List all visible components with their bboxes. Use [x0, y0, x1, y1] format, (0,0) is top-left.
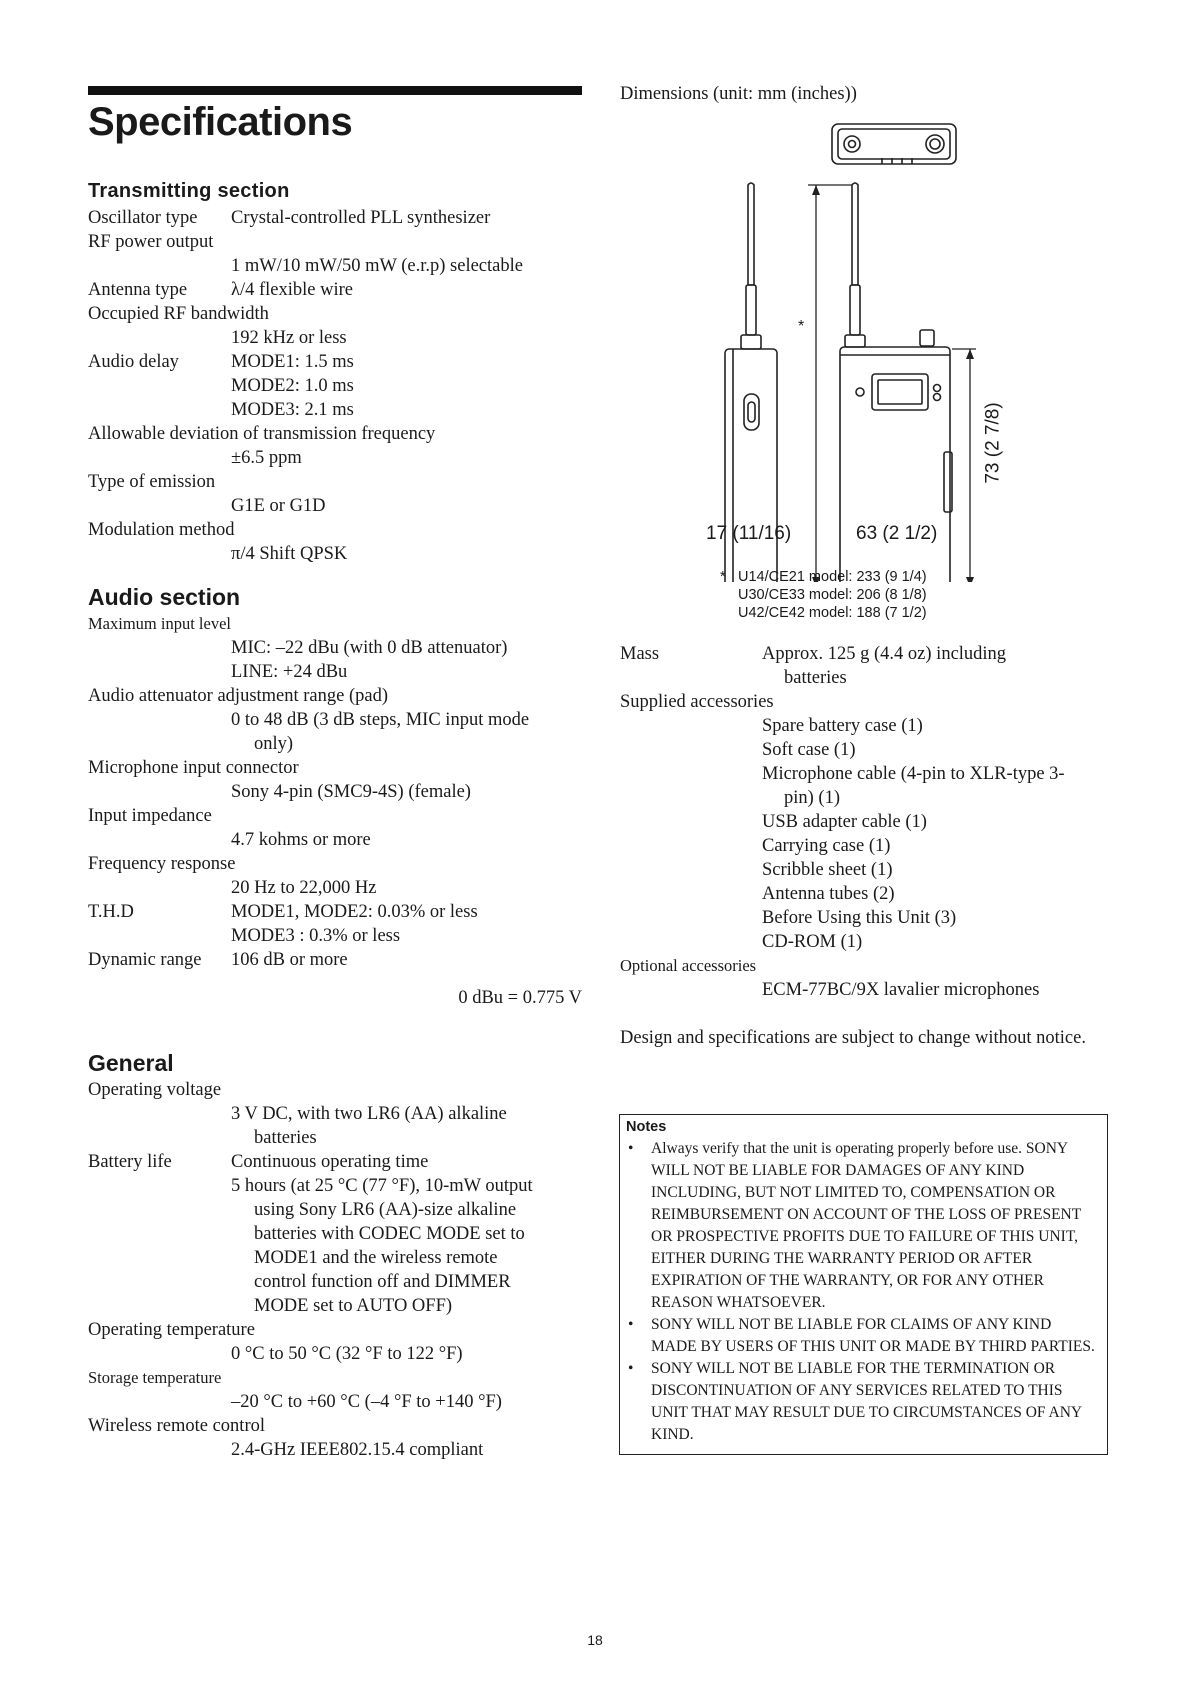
spec-label: Audio attenuator adjustment range (pad): [88, 686, 389, 706]
transmitting-specs: [88, 206, 582, 566]
spec-label: Modulation method: [88, 520, 235, 540]
spec-row-frequency: [88, 852, 582, 876]
dimension-drawing: [620, 112, 1110, 582]
spec-value: 106 dB or more: [231, 950, 348, 970]
spec-value: λ/4 flexible wire: [231, 280, 353, 300]
notes-title: Notes: [626, 1119, 667, 1135]
spec-value: 20 Hz to 22,000 Hz: [231, 878, 377, 898]
spec-label: Type of emission: [88, 472, 216, 492]
spec-row-optional: [620, 954, 1110, 978]
spec-value: G1E or G1D: [231, 496, 326, 516]
note-text: SONY WILL NOT BE LIABLE FOR CLAIMS OF ANY KIND MADE BY USERS OF THIS UNIT OR MADE BY THIRD PARTIES.: [651, 1316, 1095, 1355]
spec-row-thd: [88, 900, 582, 924]
accessory-item: Scribble sheet (1): [762, 860, 893, 880]
spec-row-storage-temp: [88, 1366, 582, 1390]
spec-label: Mass: [620, 644, 660, 664]
spec-row-battery-life: [88, 1150, 582, 1174]
spec-value: Continuous operating time: [231, 1152, 429, 1172]
spec-value: only): [254, 734, 294, 754]
bullet: •: [628, 1140, 634, 1157]
spec-value: LINE: +24 dBu: [231, 662, 348, 682]
model-note-text: U30/CE33 model: 206 (8 1/8): [738, 587, 927, 603]
height-dimension-label: 73 (2 7/8): [982, 402, 1004, 484]
spec-label: Supplied accessories: [620, 692, 774, 712]
title-rule: [88, 86, 582, 95]
model-note: [720, 604, 927, 622]
spec-row-op-temp: [88, 1318, 582, 1342]
spec-value: MODE1: 1.5 ms: [231, 352, 354, 372]
spec-row-wireless-remote: [88, 1414, 582, 1438]
spec-value: Sony 4-pin (SMC9-4S) (female): [231, 782, 471, 802]
page-title: Specifications: [88, 100, 353, 144]
spec-row-modulation: [88, 518, 582, 542]
notes-box: [619, 1114, 1108, 1455]
spec-row-occupied: [88, 302, 582, 326]
spec-value: Approx. 125 g (4.4 oz) including: [762, 644, 1007, 664]
spec-value: 4.7 kohms or more: [231, 830, 371, 850]
dimensions-label: Dimensions (unit: mm (inches)): [620, 84, 857, 104]
spec-label: Operating temperature: [88, 1320, 255, 1340]
spec-value: 0 to 48 dB (3 dB steps, MIC input mode: [231, 710, 530, 730]
spec-value: MODE2: 1.0 ms: [231, 376, 354, 396]
right-specs: [620, 642, 1110, 1050]
accessory-item: Microphone cable (4-pin to XLR-type 3-: [762, 764, 1065, 784]
general-specs: [88, 1078, 582, 1462]
spec-label: Dynamic range: [88, 950, 202, 970]
spec-value: MIC: –22 dBu (with 0 dB attenuator): [231, 638, 508, 658]
spec-value: 192 kHz or less: [231, 328, 347, 348]
side-width-label: 17 (11/16): [706, 523, 792, 544]
audio-specs: [88, 612, 582, 1010]
spec-value: MODE1, MODE2: 0.03% or less: [231, 902, 478, 922]
transmitting-section-heading: Transmitting section: [88, 180, 290, 202]
spec-value: 5 hours (at 25 °C (77 °F), 10-mW output: [231, 1176, 533, 1196]
spec-label: T.H.D: [88, 902, 134, 922]
spec-value: MODE3 : 0.3% or less: [231, 926, 401, 946]
spec-label: Optional accessories: [620, 956, 757, 975]
bullet: •: [628, 1316, 634, 1333]
spec-value: MODE1 and the wireless remote: [254, 1248, 498, 1268]
spec-value: 1 mW/10 mW/50 mW (e.r.p) selectable: [231, 256, 523, 276]
spec-value: batteries with CODEC MODE set to: [254, 1224, 525, 1244]
top-view-outline: [832, 124, 956, 164]
spec-row-emission: [88, 470, 582, 494]
spec-value: π/4 Shift QPSK: [231, 544, 348, 564]
spec-row-audio-delay: [88, 350, 582, 374]
note-item: [626, 1314, 1097, 1358]
note-item: [626, 1138, 1097, 1314]
accessory-item: pin) (1): [784, 788, 840, 808]
accessory-item: USB adapter cable (1): [762, 812, 927, 832]
spec-label: Audio delay: [88, 352, 179, 372]
spec-row-impedance: [88, 804, 582, 828]
spec-label: Battery life: [88, 1152, 172, 1172]
accessory-item: Antenna tubes (2): [762, 884, 895, 904]
spec-row-accessories: [620, 690, 1110, 714]
accessory-item: Spare battery case (1): [762, 716, 923, 736]
spec-value: MODE3: 2.1 ms: [231, 400, 354, 420]
spec-value: batteries: [254, 1128, 317, 1148]
note-text: Always verify that the unit is operating properly before use. SONY WILL NOT BE LIABLE FOR DAMAGES OF ANY KIND INCLUDING, BUT NOT LIMITED TO, COMPENSATION OR REIMBURSEMENT ON ACCOUNT OF THE LOSS OF PRESENT OR PROSPECTIVE PROFITS DUE TO FAILURE OF THIS UNIT, EITHER DURING THE WARRANTY PERIOD OR AFTER EXPIRATION OF THE WARRANTY, OR FOR ANY OTHER REASON WHATSOEVER.: [651, 1140, 1081, 1311]
right-column: [620, 82, 1110, 1048]
spec-value: control function off and DIMMER: [254, 1272, 511, 1292]
bullet: •: [628, 1360, 634, 1377]
accessory-item: Before Using this Unit (3): [762, 908, 957, 928]
spec-label: Maximum input level: [88, 614, 231, 633]
spec-value: 3 V DC, with two LR6 (AA) alkaline: [231, 1104, 507, 1124]
spec-label: Wireless remote control: [88, 1416, 265, 1436]
general-section-heading: General: [88, 1050, 174, 1076]
model-note-text: U42/CE42 model: 188 (7 1/2): [738, 605, 927, 621]
audio-section-heading: Audio section: [88, 584, 241, 610]
spec-label: Antenna type: [88, 280, 188, 300]
note-item: [626, 1358, 1097, 1446]
spec-row-attenuator: [88, 684, 582, 708]
note-text: SONY WILL NOT BE LIABLE FOR THE TERMINATION OR DISCONTINUATION OF ANY SERVICES RELATED TO THIS UNIT THAT MAY RESULT DUE TO CIRCUMSTANCES OF ANY KIND.: [651, 1360, 1082, 1443]
spec-value: using Sony LR6 (AA)-size alkaline: [254, 1200, 517, 1220]
spec-value: Crystal-controlled PLL synthesizer: [231, 208, 491, 228]
spec-label: Input impedance: [88, 806, 212, 826]
spec-label: RF power output: [88, 232, 214, 252]
asterisk-label: *: [798, 318, 805, 335]
design-change-note: Design and specifications are subject to change without notice.: [620, 1028, 1086, 1048]
asterisk-marker: *: [720, 569, 726, 585]
spec-label: Oscillator type: [88, 208, 198, 228]
spec-label: Frequency response: [88, 854, 236, 874]
accessory-item: Carrying case (1): [762, 836, 891, 856]
spec-label: Microphone input connector: [88, 758, 299, 778]
accessory-item: CD-ROM (1): [762, 932, 863, 952]
spec-value: 0 °C to 50 °C (32 °F to 122 °F): [231, 1344, 463, 1364]
spec-row-voltage: [88, 1078, 582, 1102]
left-column: [88, 86, 582, 1462]
spec-value: ±6.5 ppm: [231, 448, 302, 468]
spec-value: ECM-77BC/9X lavalier microphones: [762, 980, 1040, 1000]
spec-value: batteries: [784, 668, 847, 688]
spec-row-max-input: [88, 612, 582, 636]
spec-label: Storage temperature: [88, 1368, 222, 1387]
spec-label: Occupied RF bandwidth: [88, 304, 269, 324]
spec-row-mass: [620, 642, 1110, 666]
spec-label: Allowable deviation of transmission frequency: [88, 424, 436, 444]
page-number: 18: [587, 1632, 603, 1648]
dbu-reference-note: 0 dBu = 0.775 V: [458, 988, 582, 1008]
model-note: [720, 568, 927, 586]
model-height-notes: [720, 568, 927, 622]
spec-value: 2.4-GHz IEEE802.15.4 compliant: [231, 1440, 484, 1460]
spec-row-oscillator: [88, 206, 582, 230]
spec-row-rf-power: [88, 230, 582, 254]
spec-value: MODE set to AUTO OFF): [254, 1296, 453, 1316]
model-note-text: U14/CE21 model: 233 (9 1/4): [738, 569, 927, 585]
spec-row-antenna: [88, 278, 582, 302]
model-note: [720, 586, 927, 604]
spec-row-dynamic-range: [88, 948, 582, 972]
spec-row-mic-connector: [88, 756, 582, 780]
front-width-label: 63 (2 1/2): [856, 523, 938, 544]
spec-value: –20 °C to +60 °C (–4 °F to +140 °F): [231, 1392, 502, 1412]
accessory-item: Soft case (1): [762, 740, 856, 760]
spec-label: Operating voltage: [88, 1080, 222, 1100]
spec-row-deviation: [88, 422, 582, 446]
